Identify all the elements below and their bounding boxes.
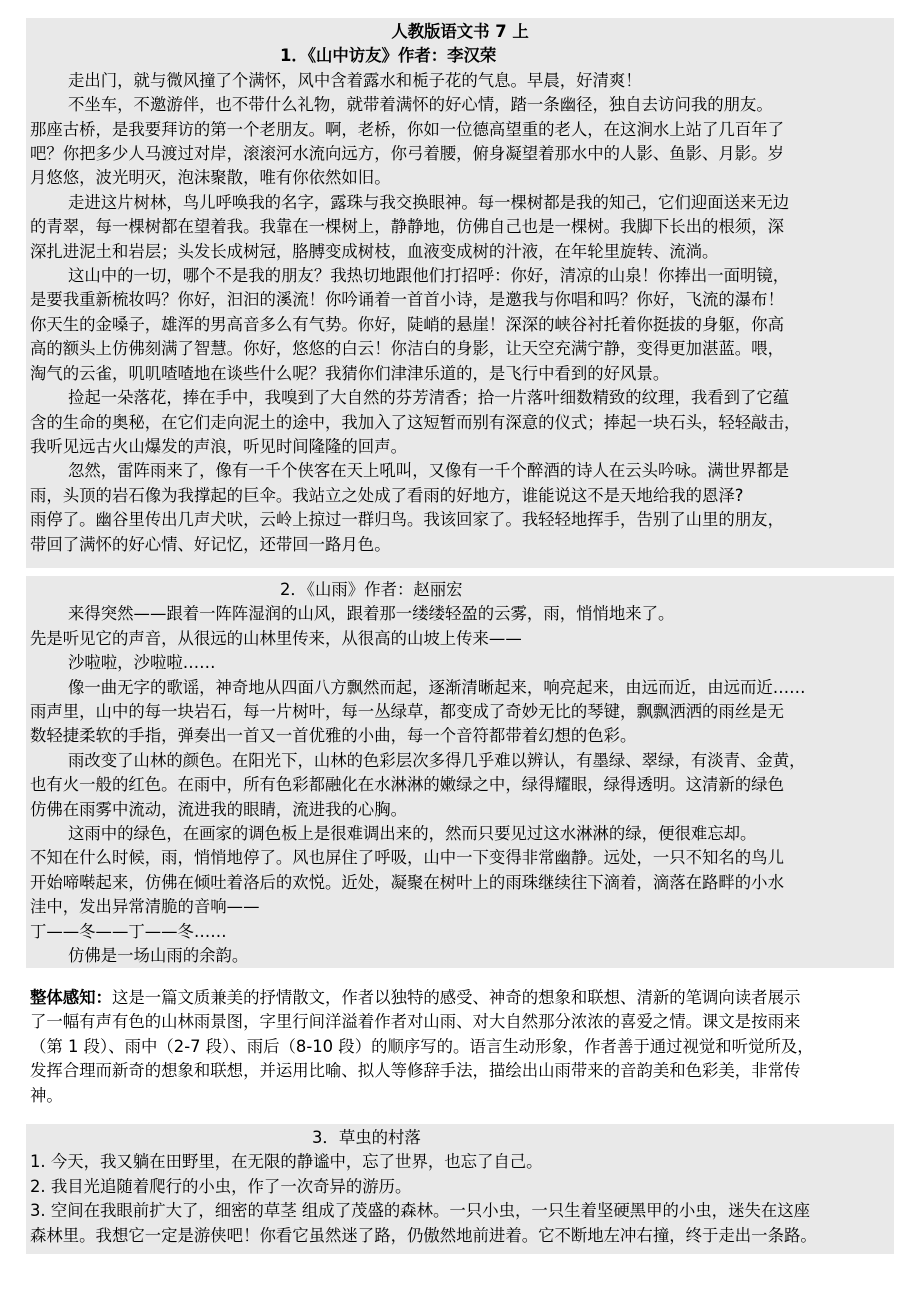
paragraph-line: 那座古桥，是我要拜访的第一个老朋友。啊，老桥，你如一位德高望重的老人，在这涧水上站了几百年了 — [30, 119, 784, 139]
paragraph-line: 雨，头顶的岩石像为我撑起的巨伞。我站立之处成了看雨的好地方，谁能说这不是天地给我的恩泽? — [30, 485, 744, 505]
paragraph-line: 捡起一朵落花，捧在手中，我嗅到了大自然的芬芳清香；拾一片落叶细数精致的纹理，我看到了它蕴 — [68, 388, 790, 408]
paragraph-line: 也有火一般的红色。在雨中，所有色彩都融化在水淋淋的嫩绿之中，绿得耀眼，绿得透明。这清新的绿色 — [30, 775, 784, 795]
document-title: 人教版语文书 7 上 — [391, 22, 529, 41]
paragraph-line: 忽然，雷阵雨来了，像有一千个侠客在天上吼叫，又像有一千个醉酒的诗人在云头吟咏。满世界都是 — [68, 461, 790, 481]
paragraph-line: 3. 空间在我眼前扩大了，细密的草茎 组成了茂盛的森林。一只小虫，一只生着坚硬黑甲的小虫，迷失在这座 — [30, 1201, 811, 1221]
paragraph-line: 这山中的一切，哪个不是我的朋友？我热切地跟他们打招呼：你好，清凉的山泉！你捧出一面明镜， — [68, 266, 790, 286]
paragraph-line: 你天生的金嗓子，雄浑的男高音多么有气势。你好，陡峭的悬崖！深深的峡谷衬托着你挺拔的身躯，你高 — [30, 314, 784, 334]
paragraph-line: 的青翠，每一棵树都在望着我。我靠在一棵树上，静静地，仿佛自己也是一棵树。我脚下长出的根须，深 — [30, 217, 784, 237]
paragraph-line — [30, 986, 890, 1010]
summary-text: 这是一篇文质兼美的抒情散文，作者以独特的感受、神奇的想象和联想、清新的笔调向读者展示 — [111, 988, 801, 1007]
paragraph-line: 不知在什么时候，雨，悄悄地停了。风也屏住了呼吸，山中一下变得非常幽静。远处，一只不知名的鸟儿 — [30, 848, 784, 868]
paragraph-line: 1. 今天，我又躺在田野里，在无限的静谧中，忘了世界，也忘了自己。 — [30, 1152, 543, 1172]
section-caochong-cunluo — [26, 1124, 894, 1254]
paragraph-line: 不坐车，不邀游伴，也不带什么礼物，就带着满怀的好心情，踏一条幽径，独自去访问我的朋友。 — [68, 95, 773, 115]
paragraph-line: 雨停了。幽谷里传出几声犬吠，云岭上掠过一群归鸟。我该回家了。我轻轻地挥手，告别了山里的朋友， — [30, 510, 784, 530]
paragraph-line: 洼中，发出异常清脆的音响—— — [30, 897, 260, 917]
paragraph-line: 雨改变了山林的颜色。在阳光下，山林的色彩层次多得几乎难以辨认，有墨绿、翠绿，有淡青、金黄， — [68, 750, 806, 770]
paragraph-line: 雨声里，山中的每一块岩石，每一片树叶，每一丛绿草，都变成了奇妙无比的琴键，飘飘洒洒的雨丝是无 — [30, 702, 784, 722]
paragraph-line: 数轻捷柔软的手指，弹奏出一首又一首优雅的小曲，每一个音符都带着幻想的色彩。 — [30, 726, 637, 746]
section-shanyu — [26, 576, 894, 968]
section-title: 3．草虫的村落 — [312, 1128, 421, 1147]
paragraph-line: 仿佛在雨雾中流动，流进我的眼睛，流进我的心胸。 — [30, 799, 407, 819]
paragraph-line: 这雨中的绿色，在画家的调色板上是很难调出来的，然而只要见过这水淋淋的绿，便很难忘却。 — [68, 824, 757, 844]
paragraph-line: 先是听见它的声音，从很远的山林里传来，从很高的山坡上传来—— — [30, 628, 522, 648]
paragraph-line: 淘气的云雀，叽叽喳喳地在谈些什么呢？我猜你们津津乐道的，是飞行中看到的好风景。 — [30, 363, 670, 383]
paragraph-line: 像一曲无字的歌谣，神奇地从四面八方飘然而起，逐渐清晰起来，响亮起来，由远而近，由远而近…… — [68, 677, 806, 697]
paragraph-line: 是要我重新梳妆吗？你好，汩汩的溪流！你吟诵着一首首小诗，是邀我与你唱和吗？你好，飞流的瀑布！ — [30, 290, 784, 310]
paragraph-line: （第 1 段）、雨中（2-7 段）、雨后（8-10 段）的顺序写的。语言生动形象，作者善于通过视觉和听觉所及， — [30, 1036, 814, 1056]
paragraph-line: 森林里。我想它一定是游侠吧！你看它虽然迷了路，仍傲然地前进着。它不断地左冲右撞，终于走出一条路。 — [30, 1225, 817, 1245]
overall-perception — [26, 984, 894, 1108]
summary-label: 整体感知： — [30, 988, 112, 1007]
paragraph-line: 含的生命的奥秘，在它们走向泥土的途中，我加入了这短暂而别有深意的仪式；捧起一块石头，轻轻敲击， — [30, 412, 801, 432]
paragraph-line: 吧？你把多少人马渡过对岸，滚滚河水流向远方，你弓着腰，俯身凝望着那水中的人影、鱼影、月影。岁 — [30, 144, 784, 164]
paragraph-line: 高的额头上仿佛刻满了智慧。你好，悠悠的白云！你洁白的身影，让天空充满宁静，变得更加湛蓝。喂， — [30, 339, 784, 359]
section-title: 1．《山中访友》作者：李汉荣 — [280, 46, 497, 66]
paragraph-line: 开始啼啭起来，仿佛在倾吐着洛后的欢悦。近处，凝聚在树叶上的雨珠继续往下滴着，滴落在路畔的小水 — [30, 872, 784, 892]
paragraph-line: 神。 — [30, 1085, 63, 1105]
paragraph-line: 月悠悠，波光明灭，泡沫聚散，唯有你依然如旧。 — [30, 168, 391, 188]
paragraph-line: 丁——冬——丁——冬…… — [30, 921, 227, 941]
paragraph-line: 我听见远古火山爆发的声浪，听见时间隆隆的回声。 — [30, 436, 407, 456]
paragraph-line: 走进这片树林，鸟儿呼唤我的名字，露珠与我交换眼神。每一棵树都是我的知己，它们迎面送来无边 — [68, 192, 790, 212]
paragraph-line: 仿佛是一场山雨的余韵。 — [68, 946, 249, 966]
section-shanzhong-fangyou — [26, 18, 894, 568]
paragraph-line: 深扎进泥土和岩层；头发长成树冠，胳膊变成树枝，血液变成树的汁液，在年轮里旋转、流淌。 — [30, 241, 719, 261]
section-title: 2．《山雨》作者：赵丽宏 — [280, 580, 463, 599]
paragraph-line: 来得突然——跟着一阵阵湿润的山风，跟着那一缕缕轻盈的云雾，雨，悄悄地来了。 — [68, 604, 675, 624]
paragraph-line: 了一幅有声有色的山林雨景图，字里行间洋溢着作者对山雨、对大自然那分浓浓的喜爱之情。课文是按雨来 — [30, 1012, 801, 1032]
paragraph-line: 走出门，就与微风撞了个满怀，风中含着露水和栀子花的气息。早晨，好清爽！ — [68, 70, 642, 90]
paragraph-line: 2. 我目光追随着爬行的小虫，作了一次奇异的游历。 — [30, 1176, 412, 1196]
paragraph-line: 沙啦啦，沙啦啦…… — [68, 653, 216, 673]
paragraph-line: 带回了满怀的好心情、好记忆，还带回一路月色。 — [30, 534, 391, 554]
paragraph-line: 发挥合理而新奇的想象和联想，并运用比喻、拟人等修辞手法，描绘出山雨带来的音韵美和色彩美，非常传 — [30, 1061, 801, 1081]
